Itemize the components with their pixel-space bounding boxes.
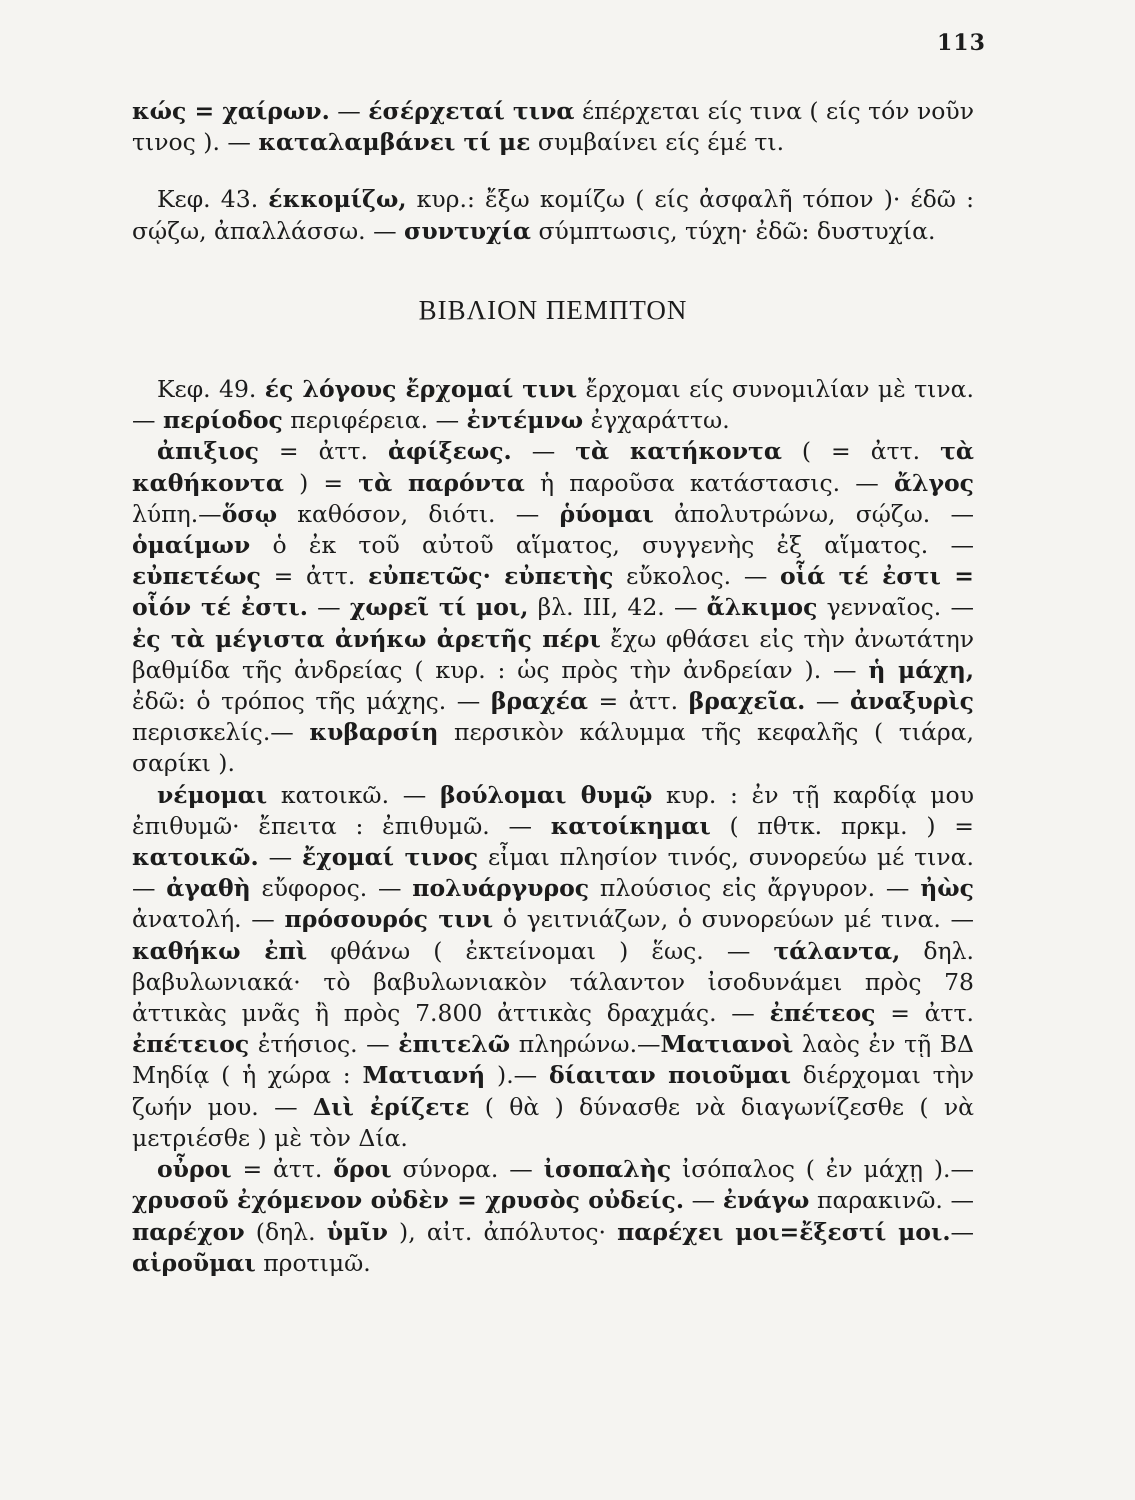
lemma-term: ἐπιτελῶ — [398, 1030, 511, 1059]
gloss-text: εἶμαι πλησίον τινός, συνορεύω μέ τινα. — — [132, 843, 974, 903]
page-number: 113 — [937, 30, 986, 56]
gloss-text: κυρ.: ἔξω κομίζω ( είς ἀσφαλῆ τόπον )· έδῶ : σῴζω, ἀπαλλάσσω. — — [132, 185, 974, 245]
gloss-text: προτιμῶ. — [255, 1248, 371, 1277]
lemma-term: ὁμαίμων — [132, 531, 251, 560]
gloss-text: ).— — [485, 1061, 549, 1090]
gloss-text: = ἀττ. — [258, 437, 388, 466]
gloss-text: βλ. ΙΙΙ, 42. — — [528, 593, 707, 622]
gloss-text: ἐδῶ: ὁ τρόπος τῆς μάχης. — — [132, 687, 491, 716]
gloss-text: = ἀττ. — [587, 687, 689, 716]
gloss-text: ἀνατολή. — — [132, 905, 285, 934]
lemma-term: έκκομίζω, — [268, 185, 407, 214]
gloss-text: ἔρχομαι είς συνομιλίαν μὲ τινα. — — [132, 375, 974, 435]
gloss-text: — — [307, 593, 350, 622]
gloss-text: (δηλ. — [244, 1217, 327, 1246]
lemma-term: έσέρχεταί τινα — [368, 97, 575, 125]
gloss-text: = ἀττ. — [231, 1155, 334, 1184]
lemma-term: ὑμῖν — [326, 1217, 388, 1246]
lemma-term: κώς = χαίρων. — [132, 97, 330, 125]
lemma-term: ἔχομαί τινος — [301, 843, 479, 872]
lemma-term: ἐπέτειος — [132, 1030, 250, 1059]
gloss-text: λύπη.— — [132, 499, 222, 528]
gloss-text: εὔφορος. — — [250, 874, 413, 903]
gloss-text: σύμπτωσις, τύχη· ἐδῶ: δυστυχία. — [531, 216, 936, 245]
paragraph-4 — [132, 436, 974, 779]
lemma-term: ἀγαθὴ — [166, 874, 251, 903]
lemma-term: αἱροῦμαι — [132, 1248, 256, 1277]
gloss-text: ( πθτκ. πρκμ. ) = — [710, 811, 974, 840]
lemma-term: τάλαντα, — [773, 936, 901, 965]
gloss-text: παρακινῶ. — — [809, 1186, 974, 1215]
gloss-text: ) = — [283, 468, 359, 497]
gloss-text: = ἀττ. — [260, 562, 369, 591]
lemma-term: εὐπετέως — [132, 562, 261, 591]
lemma-term: νέμομαι — [157, 780, 268, 809]
gloss-text: περιφέρεια. — — [282, 406, 467, 435]
lemma-term: χωρεῖ τί μοι, — [349, 593, 529, 622]
gloss-text: πληρώνω.— — [510, 1030, 661, 1059]
text-block — [132, 96, 974, 1279]
gloss-text: καθόσον, διότι. — — [277, 499, 560, 528]
gloss-text: ἔχω φθάσει εἰς τὴν ἀνωτάτην βαθμίδα τῆς ἀνδρείας ( κυρ. : ὡς πρὸς τὴν ἀνδρείαν ). — — [132, 624, 974, 684]
lemma-term: ἐνάγω — [722, 1186, 810, 1215]
gloss-text: εὔκολος. — — [613, 562, 781, 591]
lemma-term: τὰ κατήκοντα — [575, 437, 782, 466]
gloss-text: κυρ. : ἐν τῇ καρδίᾳ μου ἐπιθυμῶ· ἔπειτα : ἐπιθυμῶ. — — [132, 780, 974, 840]
lemma-term: παρέχει μοι=ἔξεστί μοι. — [617, 1217, 951, 1246]
lemma-term: βούλομαι θυμῷ — [439, 780, 653, 809]
gloss-text: ( θὰ ) δύνασθε νὰ διαγωνίζεσθε ( νὰ μετριέσθε ) μὲ τὸν Δία. — [132, 1092, 974, 1152]
gloss-text: φθάνω ( ἐκτείνομαι ) ἕως. — — [307, 936, 774, 965]
gloss-text: συμβαίνει είς έμέ τι. — [530, 128, 785, 157]
lemma-term: εὐπετῶς· εὐπετὴς — [368, 562, 614, 591]
gloss-text: ὁ γειτνιάζων, ὁ συνορεύων μέ τινα. — — [493, 905, 975, 934]
paragraph-2 — [132, 184, 974, 246]
section-heading: ΒΙΒΛΙΟΝ ΠΕΜΠΤΟΝ — [418, 294, 688, 325]
lemma-term: ἀφίξεως. — [387, 437, 512, 466]
gloss-text: ἐγχαράττω. — [583, 406, 730, 435]
gloss-text: γενναῖος. — — [817, 593, 974, 622]
lemma-term: βραχέα — [490, 687, 588, 716]
gloss-text: — — [805, 687, 850, 716]
lemma-term: οὖροι — [157, 1155, 232, 1184]
gloss-text: — — [950, 1217, 975, 1246]
gloss-text: ), αἰτ. ἀπόλυτος· — [387, 1217, 618, 1246]
gloss-text: πλούσιος εἰς ἄργυρον. — — [589, 874, 921, 903]
paragraph-gap — [132, 158, 974, 184]
lemma-term: κατοίκημαι — [550, 811, 711, 840]
lemma-term: οἷά τέ ἐστι = οἷόν τέ ἐστι. — [132, 562, 974, 622]
gloss-text: δηλ. βαβυλωνιακά· τὸ βαβυλωνιακὸν τάλαντον ἰσοδυνάμει πρὸς 78 ἀττικὰς μνᾶς ἢ πρὸς 7.800 ἀττικὰς δραχμάς. — — [132, 936, 975, 1028]
lemma-term: ἐντέμνω — [466, 406, 584, 435]
lemma-term: ἰσοπαλὴς — [543, 1155, 672, 1184]
lemma-term: ές λόγους ἔρχομαί τινι — [264, 375, 578, 404]
lemma-term: καταλαμβάνει τί με — [258, 128, 531, 157]
gloss-text: ἀπολυτρώνω, σῴζω. — — [653, 499, 974, 528]
lemma-term: πολυάργυρος — [412, 874, 590, 903]
lemma-term: Ματιανή — [362, 1061, 486, 1090]
gloss-text: κατοικῶ. — — [267, 780, 440, 809]
gloss-text: — — [329, 97, 369, 125]
paragraph-6 — [132, 1154, 974, 1279]
lemma-term: ὅροι — [333, 1155, 392, 1184]
gloss-text: ἐτήσιος. — — [249, 1030, 399, 1059]
lemma-term: τὰ καθήκοντα — [132, 437, 974, 497]
lemma-term: παρέχον — [132, 1217, 245, 1246]
gloss-text: — — [511, 437, 576, 466]
gloss-text: περισκελίς.— — [132, 718, 310, 747]
lemma-term: δίαιταν ποιοῦμαι — [548, 1061, 792, 1090]
gloss-text: Κεφ. 49. — [157, 375, 265, 404]
gloss-text: ( = ἀττ. — [781, 437, 941, 466]
gloss-text: περσικὸν κάλυμμα τῆς κεφαλῆς ( τιάρα, σαρίκι ). — [132, 718, 974, 778]
lemma-term: ἀπιξιος — [157, 437, 259, 466]
lemma-term: Ματιανοὶ — [660, 1030, 794, 1059]
gloss-text: ὁ ἐκ τοῦ αὐτοῦ αἵματος, συγγενὴς ἐξ αἵματος. — — [250, 531, 974, 560]
paragraph-5 — [132, 780, 974, 1154]
lemma-term: ἐπέτεος — [769, 999, 876, 1028]
lemma-term: ἄλγος — [893, 468, 974, 497]
lemma-term: συντυχία — [404, 216, 532, 245]
lemma-term: ῥύομαι — [559, 499, 654, 528]
lemma-term: πρόσουρός τινι — [284, 905, 494, 934]
lemma-term: ἠὼς — [920, 874, 974, 903]
lemma-term: τὰ παρόντα — [358, 468, 525, 497]
gloss-text: — — [258, 843, 302, 872]
paragraph-3 — [132, 374, 974, 436]
lemma-term: ἐς τὰ μέγιστα ἀνήκω ἀρετῆς πέρι — [132, 624, 601, 653]
gloss-text: — — [684, 1186, 723, 1215]
gloss-text: λαὸς ἐν τῇ ΒΔ Μηδίᾳ ( ἡ χώρα : — [132, 1030, 974, 1090]
lemma-term: ὅσῳ — [221, 499, 278, 528]
gloss-text: Κεφ. 43. — [157, 185, 269, 214]
lemma-term: Διὶ ἐρίζετε — [312, 1092, 470, 1121]
lemma-term: ἡ μάχη, — [868, 655, 975, 684]
lemma-term: ἄλκιμος — [706, 593, 818, 622]
gloss-text: έπέρχεται είς τινα ( είς τόν νοῦν τινος ). — — [132, 97, 974, 157]
gloss-text: διέρχομαι τὴν ζωήν μου. — — [132, 1061, 975, 1121]
lemma-term: βραχεῖα. — [688, 687, 806, 716]
lemma-term: χρυσοῦ ἐχόμενον οὐδὲν = χρυσὸς οὐδείς. — [132, 1186, 685, 1215]
gloss-text: ἰσόπαλος ( ἐν μάχῃ ).— — [671, 1155, 975, 1184]
gloss-text: = ἀττ. — [875, 999, 974, 1028]
lemma-term: ἀναξυρὶς — [849, 687, 974, 716]
lemma-term: κυβαρσίη — [309, 718, 439, 747]
lemma-term: περίοδος — [162, 406, 283, 435]
gloss-text: ἡ παροῦσα κατάστασις. — — [524, 468, 894, 497]
lemma-term: κατοικῶ. — [132, 843, 259, 872]
gloss-text: σύνορα. — — [391, 1155, 544, 1184]
lemma-term: καθήκω ἐπὶ — [132, 936, 308, 965]
paragraph-1 — [132, 96, 974, 158]
